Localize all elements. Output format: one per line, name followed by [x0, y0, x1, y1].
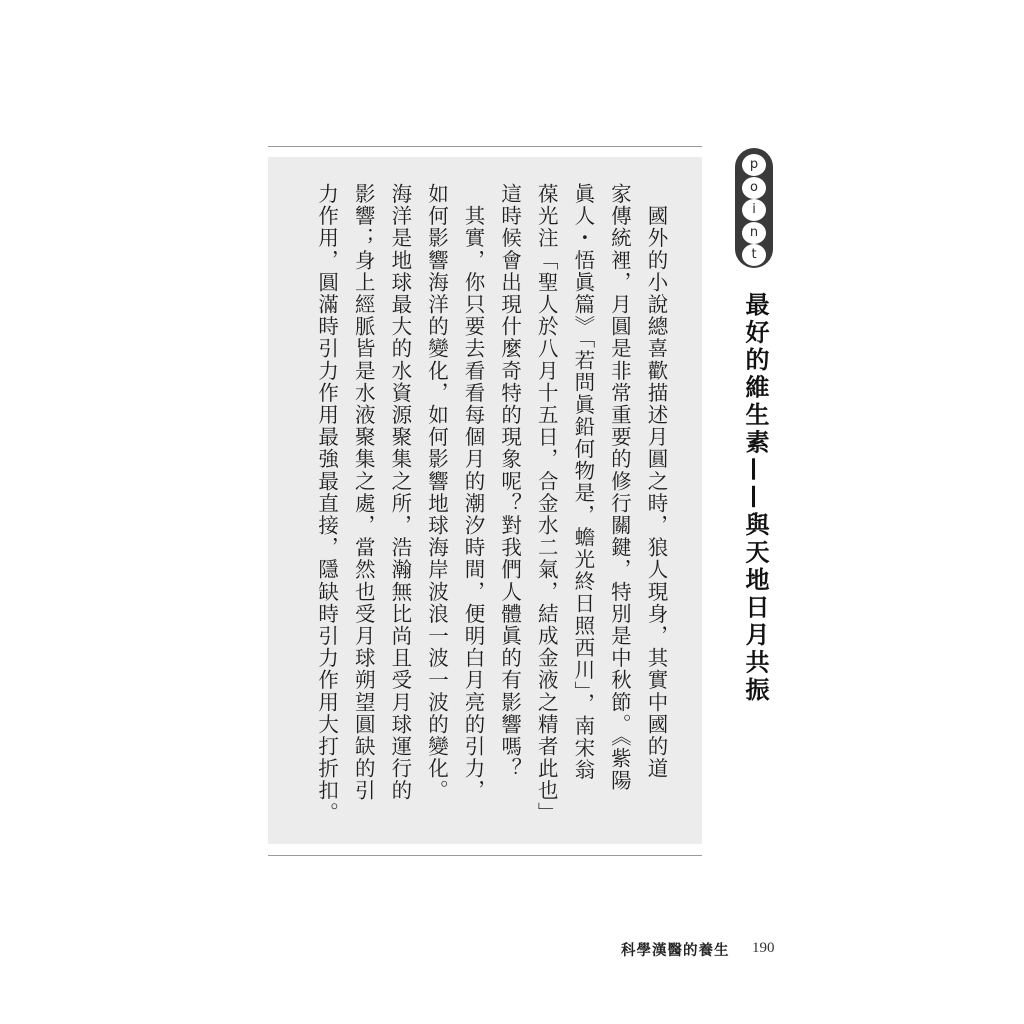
body-text: [308, 183, 674, 833]
bottom-rule: [268, 855, 702, 856]
point-letter: o: [742, 177, 766, 199]
footer-book-title: 科學漢醫的養生: [621, 942, 730, 959]
text-column: 海洋是地球最大的水資源聚集之所，浩瀚無比尚且受月球運行的: [387, 183, 412, 802]
point-letter: p: [742, 154, 766, 176]
text-column: 這時候會出現什麼奇特的現象呢？對我們人體眞的有影響嗎？: [497, 183, 522, 780]
section-title: 最好的維生素——與天地日月共振: [741, 292, 769, 705]
text-column: 力作用，圓滿時引力作用最強最直接，隱缺時引力作用大打折扣。: [314, 183, 339, 824]
text-column: 影響；身上經脈皆是水液聚集之處，當然也受月球朔望圓缺的引: [351, 183, 376, 802]
top-rule: [268, 146, 702, 147]
point-letter: t: [742, 244, 766, 266]
point-letter: i: [742, 199, 766, 221]
text-column: 眞人・悟眞篇》「若問眞鉛何物是，蟾光終日照西川」，南宋翁: [570, 183, 595, 782]
point-letters: [739, 154, 769, 267]
text-column: 其實，你只要去看看每個月的潮汐時間，便明白月亮的引力，: [461, 183, 486, 802]
text-column: 如何影響海洋的變化，如何影響地球海岸波浪一波一波的變化。: [424, 183, 449, 802]
page-number: 190: [752, 940, 775, 956]
text-panel: [268, 157, 702, 844]
text-column: 家傳統裡，月圓是非常重要的修行關鍵，特別是中秋節。《紫陽: [607, 183, 632, 792]
text-column: 葆光注「聖人於八月十五日，合金水二氣，結成金液之精者此也」: [534, 183, 559, 824]
point-badge: [735, 148, 773, 268]
point-letter: n: [742, 222, 766, 244]
text-column: 國外的小說總喜歡描述月圓之時，狼人現身，其實中國的道: [644, 183, 668, 780]
